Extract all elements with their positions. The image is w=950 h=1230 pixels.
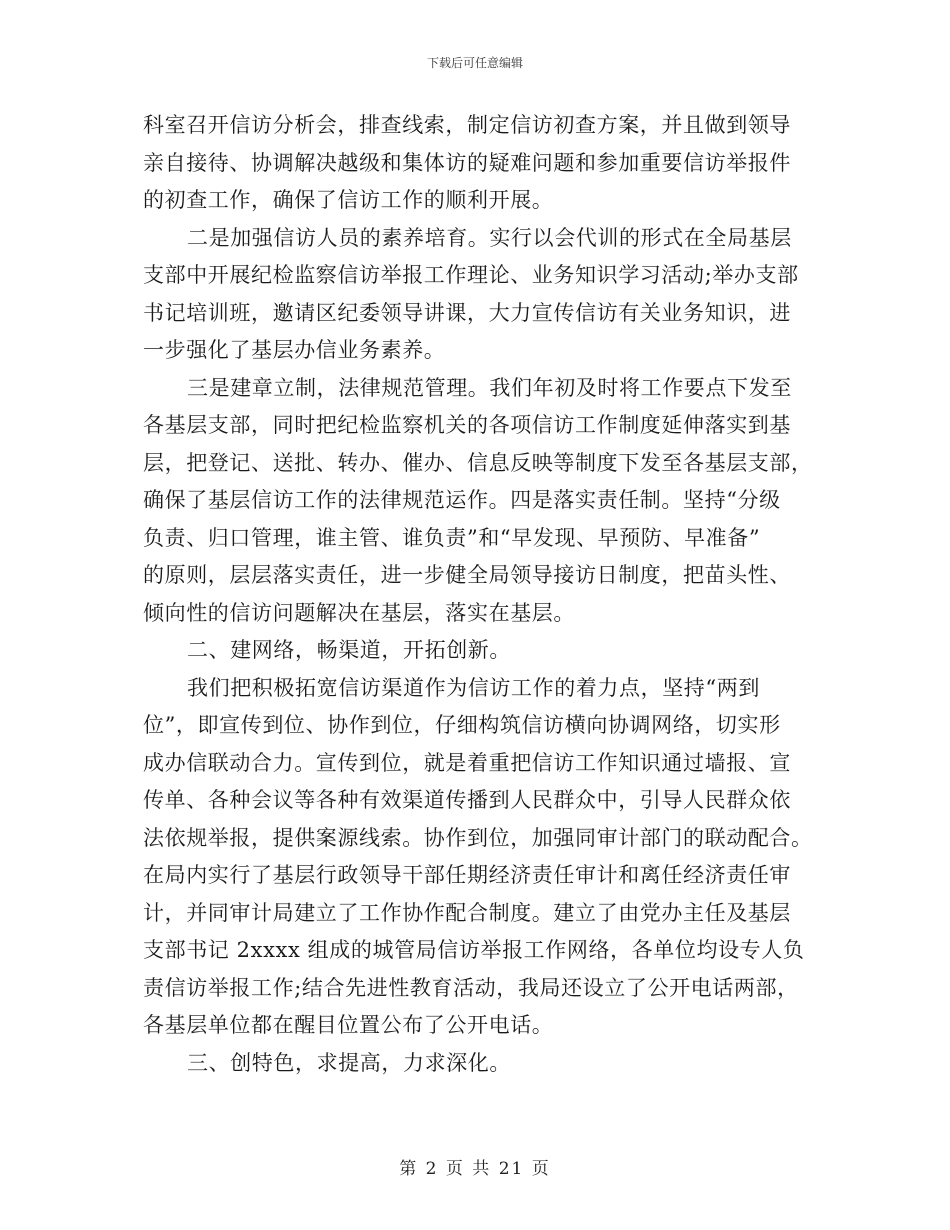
text-line: 的初查工作，确保了信访工作的顺利开展。	[143, 188, 554, 212]
text-line: 责信访举报工作;结合先进性教育活动，我局还设立了公开电话两部，	[143, 975, 799, 1000]
text-line: 负责、归口管理，谁主管、谁负责”和“早发现、早预防、早准备”	[143, 525, 761, 550]
text-line: 各基层单位都在醒目位置公布了公开电话。	[143, 1013, 554, 1037]
text-line: 三、创特色，求提高，力求深化。	[187, 1050, 511, 1075]
text-line: 倾向性的信访问题解决在基层，落实在基层。	[143, 600, 575, 625]
text-line: 确保了基层信访工作的法律规范运作。四是落实责任制。坚持“分级	[143, 488, 781, 512]
text-line: 二、建网络，畅渠道，开拓创新。	[187, 638, 511, 662]
text-line: 我们把积极拓宽信访渠道作为信访工作的着力点，坚持“两到	[187, 675, 760, 700]
text-line: 二是加强信访人员的素养培育。实行以会代训的形式在全局基层	[187, 225, 792, 250]
text-line: 成办信联动合力。宣传到位，就是着重把信访工作知识通过墙报、宣	[143, 750, 791, 775]
text-line: 书记培训班，邀请区纪委领导讲课，大力宣传信访有关业务知识，进	[143, 300, 791, 325]
document-body	[143, 107, 813, 1082]
page-header: 下载后可任意编辑	[426, 56, 523, 70]
text-line: 法依规举报，提供案源线索。协作到位，加强同审计部门的联动配合。	[143, 825, 813, 850]
text-line: 亲自接待、协调解决越级和集体访的疑难问题和参加重要信访举报件	[143, 150, 791, 175]
text-line: 的原则，层层落实责任，进一步健全局领导接访日制度，把苗头性、	[143, 563, 791, 587]
text-line: 一步强化了基层办信业务素养。	[143, 338, 446, 362]
text-line: 各基层支部，同时把纪检监察机关的各项信访工作制度延伸落实到基	[143, 413, 791, 437]
text-line: 支部书记 2xxxx 组成的城管局信访举报工作网络，各单位均设专人负	[143, 938, 805, 962]
text-line: 计，并同审计局建立了工作协作配合制度。建立了由党办主任及基层	[143, 900, 791, 925]
text-line: 支部中开展纪检监察信访举报工作理论、业务知识学习活动;举办支部	[143, 263, 799, 287]
text-line: 位”，即宣传到位、协作到位，仔细构筑信访横向协调网络，切实形	[143, 713, 781, 737]
text-line: 在局内实行了基层行政领导干部任期经济责任审计和离任经济责任审	[143, 863, 791, 887]
text-line: 传单、各种会议等各种有效渠道传播到人民群众中，引导人民群众依	[143, 788, 791, 812]
text-line: 三是建章立制，法律规范管理。我们年初及时将工作要点下发至	[187, 375, 792, 400]
text-line: 层，把登记、送批、转办、催办、信息反映等制度下发至各基层支部，	[143, 450, 813, 475]
page-footer: 第 2 页 共 21 页	[399, 1159, 551, 1179]
text-line: 科室召开信访分析会，排查线索，制定信访初查方案，并且做到领导	[143, 113, 791, 137]
